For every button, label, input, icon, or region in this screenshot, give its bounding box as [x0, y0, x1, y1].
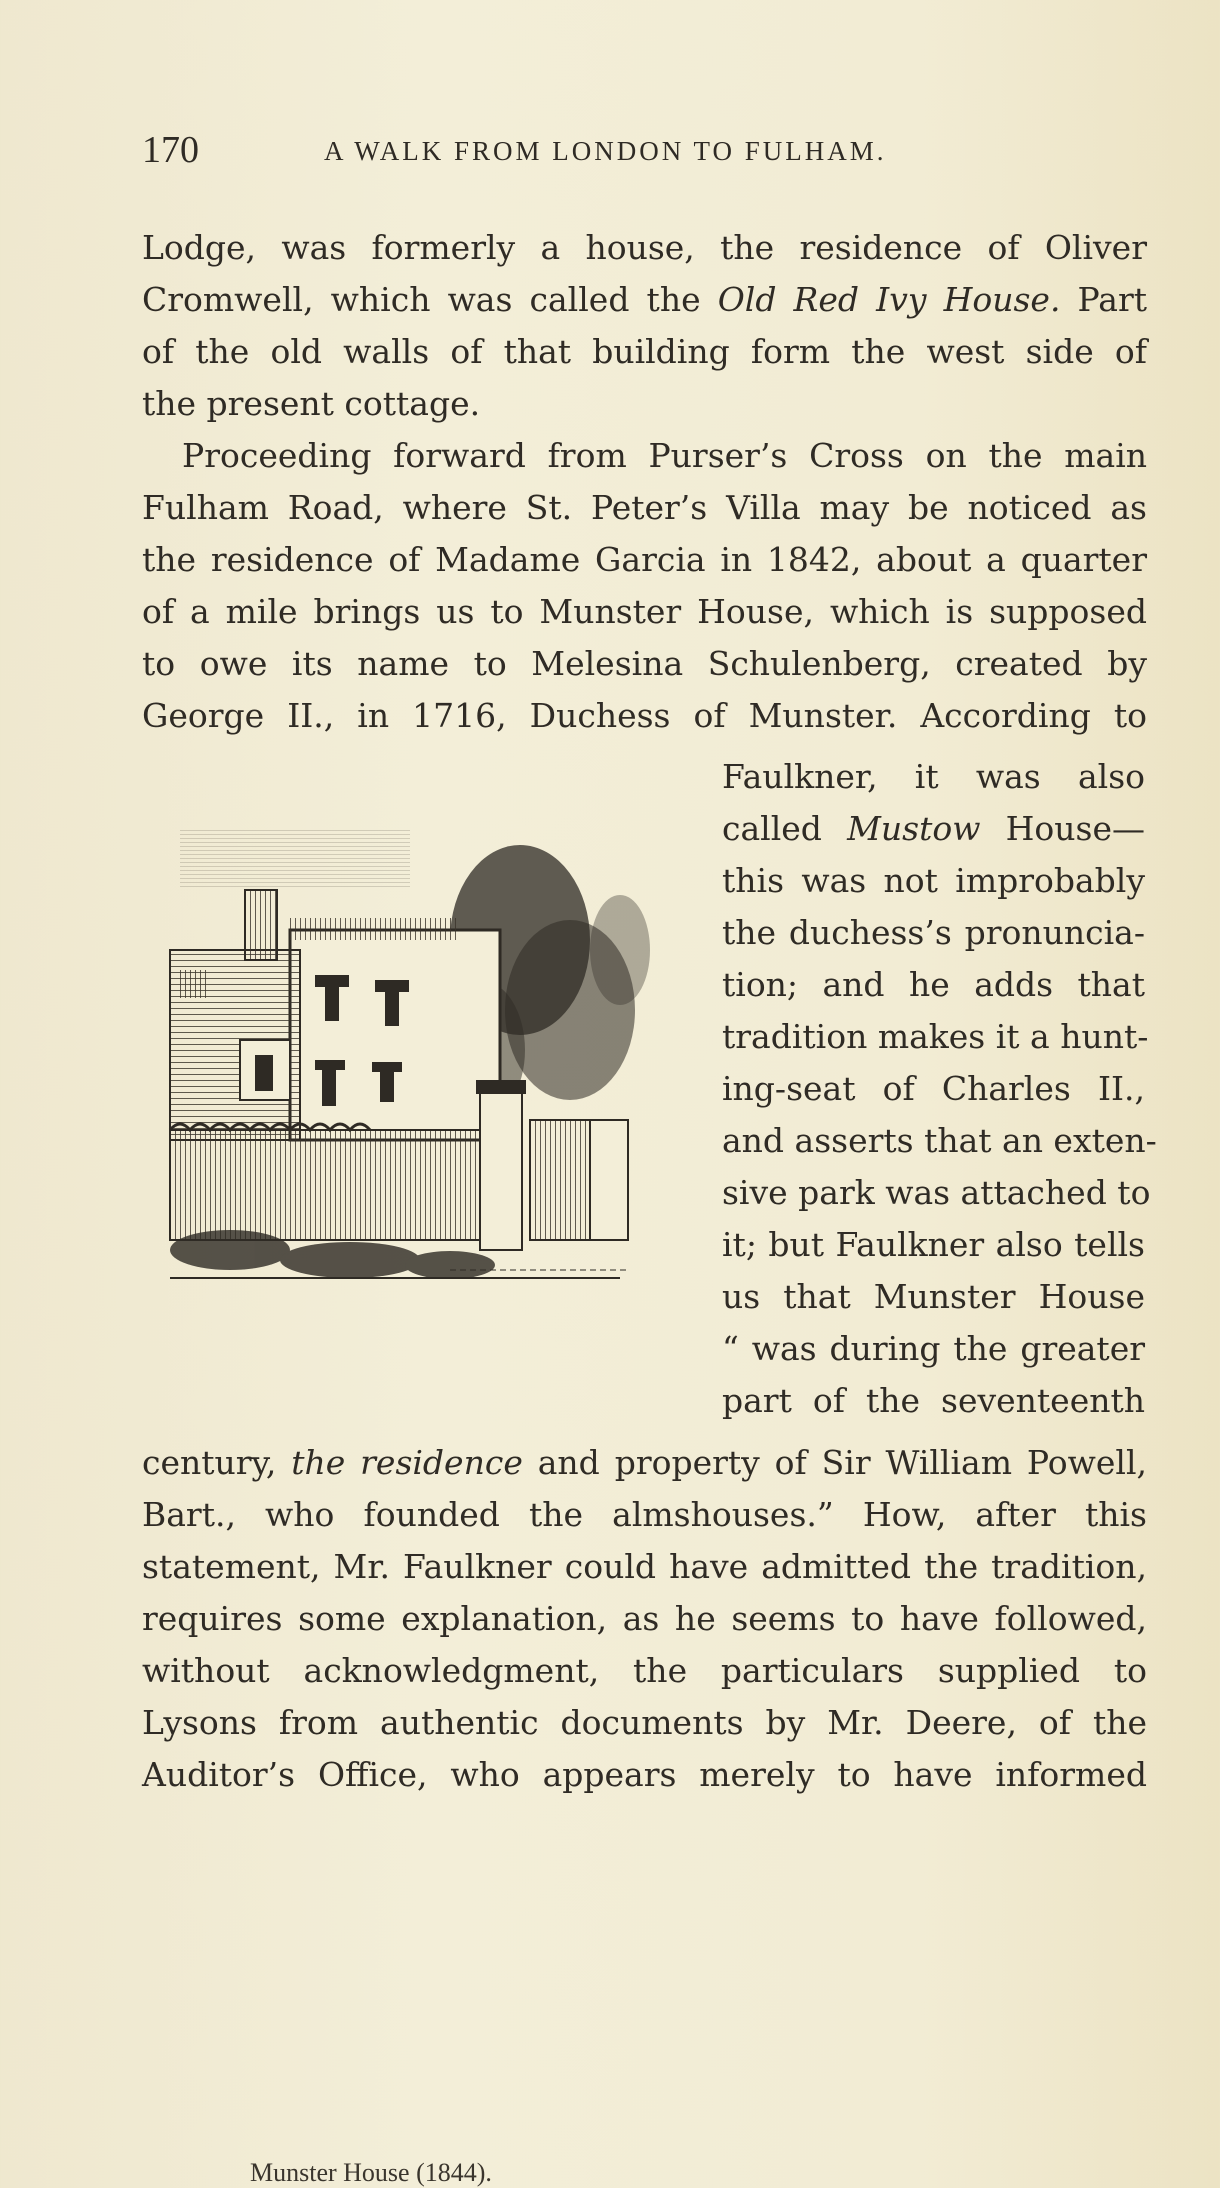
text-line: Bart., who founded the almshouses.” How, after this: [142, 1495, 1147, 1534]
text-line: Lodge, was formerly a house, the residence of Oliver: [142, 228, 1147, 267]
page-header: [142, 128, 1147, 178]
text-line: this was not improbably: [722, 861, 1145, 900]
text-line: the residence of Madame Garcia in 1842, about a quarter: [142, 540, 1147, 579]
text-line: called Mustow House—: [722, 809, 1145, 848]
text-line: the duchess’s pronuncia-: [722, 913, 1145, 952]
text-line: of the old walls of that building form the west side of: [142, 332, 1147, 371]
text-line: Fulham Road, where St. Peter’s Villa may be noticed as: [142, 488, 1147, 527]
text-line: it; but Faulkner also tells: [722, 1225, 1145, 1264]
text-line: statement, Mr. Faulkner could have admitted the tradition,: [142, 1547, 1147, 1586]
text-line: Auditor’s Office, who appears merely to have informed: [142, 1755, 1147, 1794]
text-line: requires some explanation, as he seems to have followed,: [142, 1599, 1147, 1638]
text-line: Faulkner, it was also: [722, 757, 1145, 796]
text-line: Proceeding forward from Purser’s Cross on the main: [182, 436, 1147, 475]
text-line: tradition makes it a hunt-: [722, 1017, 1149, 1056]
text-line: “ was during the greater: [722, 1329, 1145, 1368]
munster-house-engraving: [150, 810, 680, 1310]
text-line: without acknowledgment, the particulars supplied to: [142, 1651, 1147, 1690]
running-head: A WALK FROM LONDON TO FULHAM.: [324, 136, 887, 166]
text-line: to owe its name to Melesina Schulenberg, created by: [142, 644, 1147, 683]
text-line: sive park was attached to: [722, 1173, 1151, 1212]
text-line: the present cottage.: [142, 384, 481, 423]
text-line: century, the residence and property of Sir William Powell,: [142, 1443, 1147, 1482]
text-line: George II., in 1716, Duchess of Munster. According to: [142, 696, 1147, 735]
text-line: Cromwell, which was called the Old Red Ivy House. Part: [142, 280, 1147, 319]
figure-caption: Munster House (1844).: [250, 2158, 492, 2187]
page-number: 170: [142, 129, 199, 171]
text-line: and asserts that an exten-: [722, 1121, 1157, 1160]
text-line: us that Munster House: [722, 1277, 1145, 1316]
text-line: ing-seat of Charles II.,: [722, 1069, 1145, 1108]
text-line: of a mile brings us to Munster House, which is supposed: [142, 592, 1147, 631]
text-line: tion; and he adds that: [722, 965, 1145, 1004]
text-line: Lysons from authentic documents by Mr. Deere, of the: [142, 1703, 1147, 1742]
text-line: part of the seventeenth: [722, 1381, 1145, 1420]
